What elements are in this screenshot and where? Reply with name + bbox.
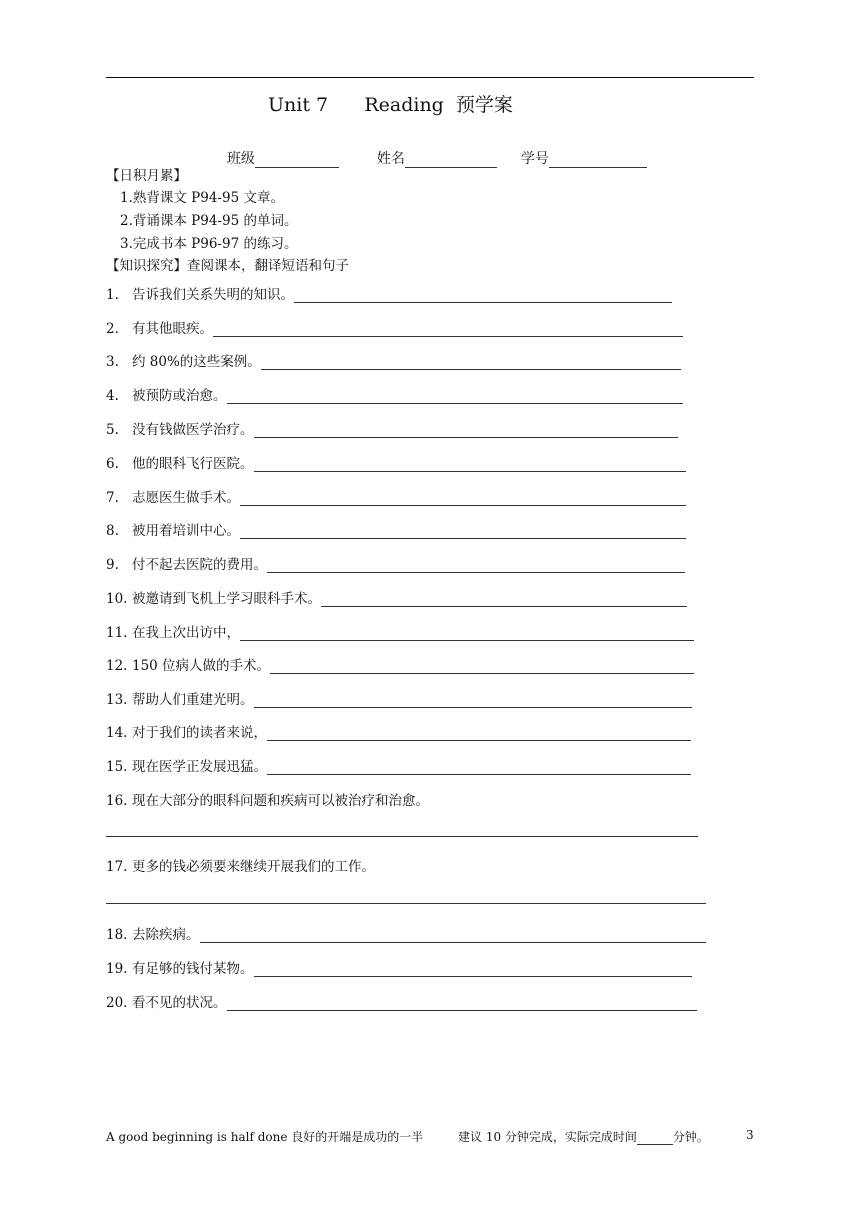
exercise-item — [106, 553, 685, 573]
id-label: 学号 — [520, 151, 549, 167]
exercise-number: 15. — [106, 759, 128, 775]
exercise-number: 13. — [106, 692, 128, 708]
exercise-item — [106, 755, 691, 775]
exercise-prompt: 现在大部分的眼科问题和疾病可以被治疗和治愈。 — [132, 793, 429, 809]
exercise-item — [106, 621, 694, 641]
exercise-number: 12. — [106, 658, 128, 674]
page-number: 3 — [746, 1128, 754, 1142]
answer-line[interactable] — [200, 928, 706, 943]
exercise-item — [106, 418, 678, 438]
exercise-item — [106, 654, 694, 674]
exercise-prompt: 被用着培训中心。 — [132, 523, 240, 539]
exercise-prompt: 去除疾病。 — [132, 927, 200, 943]
answer-line[interactable] — [106, 836, 698, 837]
exercise-number: 4. — [106, 388, 119, 404]
exercise-item — [106, 923, 706, 943]
exercise-number: 10. — [106, 591, 128, 607]
exercise-prompt: 看不见的状况。 — [132, 995, 227, 1011]
answer-line[interactable] — [254, 423, 678, 438]
exercise-number: 8. — [106, 523, 119, 539]
exercise-item — [106, 855, 375, 875]
exercise-number: 11. — [106, 625, 128, 641]
answer-line[interactable] — [254, 693, 692, 708]
exercise-item — [106, 721, 691, 741]
exercise-prompt: 被邀请到飞机上学习眼科手术。 — [132, 591, 321, 607]
exercise-item — [106, 957, 692, 977]
top-rule — [106, 77, 754, 78]
answer-line[interactable] — [261, 355, 681, 370]
exercise-item — [106, 587, 687, 607]
exercise-number: 5. — [106, 422, 119, 438]
exercise-prompt: 他的眼科飞行医院。 — [132, 456, 254, 472]
exercise-number: 18. — [106, 927, 128, 943]
exercise-number: 20. — [106, 995, 128, 1011]
student-info-row — [218, 132, 647, 168]
exercise-number: 6. — [106, 456, 119, 472]
answer-line[interactable] — [321, 592, 687, 607]
exercise-prompt: 志愿医生做手术。 — [132, 490, 240, 506]
exercise-prompt: 帮助人们重建光明。 — [132, 692, 254, 708]
exercise-number: 16. — [106, 793, 128, 809]
time-prefix: 建议 10 分钟完成，实际完成时间 — [458, 1130, 637, 1144]
exercise-item — [106, 789, 429, 809]
exercise-item — [106, 991, 697, 1011]
exercise-number: 9. — [106, 557, 119, 573]
answer-line[interactable] — [267, 760, 691, 775]
exercise-number: 7. — [106, 490, 119, 506]
answer-line[interactable] — [254, 962, 692, 977]
time-suffix: 分钟。 — [672, 1130, 709, 1144]
exercise-item — [106, 519, 686, 539]
answer-line[interactable] — [240, 524, 686, 539]
exercise-item — [106, 384, 683, 404]
exercise-item — [106, 283, 672, 303]
exercise-prompt: 有其他眼疾。 — [132, 321, 213, 337]
exercise-number: 17. — [106, 859, 128, 875]
exercise-item — [106, 317, 683, 337]
exercise-item — [106, 452, 686, 472]
exercise-prompt: 被预防或治愈。 — [132, 388, 227, 404]
answer-line[interactable] — [254, 457, 686, 472]
answer-line[interactable] — [213, 322, 683, 337]
exercise-prompt: 有足够的钱付某物。 — [132, 961, 254, 977]
exercise-number: 3. — [106, 354, 119, 370]
name-label: 姓名 — [376, 151, 405, 167]
exercise-item — [106, 688, 692, 708]
footer-time-note — [458, 1128, 709, 1145]
id-blank[interactable] — [549, 153, 647, 168]
page-title: Unit 7 Reading 预学案 — [268, 94, 513, 116]
answer-line[interactable] — [267, 558, 685, 573]
answer-line[interactable] — [270, 659, 694, 674]
answer-line[interactable] — [240, 626, 694, 641]
exercise-prompt: 没有钱做医学治疗。 — [132, 422, 254, 438]
answer-line[interactable] — [294, 288, 672, 303]
exercise-number: 19. — [106, 961, 128, 977]
exercise-number: 2. — [106, 321, 119, 337]
exercise-prompt: 150 位病人做的手术。 — [132, 658, 271, 674]
exercise-number: 14. — [106, 725, 128, 741]
exercise-prompt: 现在医学正发展迅猛。 — [132, 759, 267, 775]
list-item: 1.熟背课文 P94-95 文章。 — [120, 190, 284, 206]
answer-line[interactable] — [267, 726, 691, 741]
exercise-item — [106, 486, 686, 506]
list-item: 2.背诵课本 P94-95 的单词。 — [120, 213, 298, 229]
answer-line[interactable] — [227, 996, 697, 1011]
list-item: 3.完成书本 P96-97 的练习。 — [120, 236, 298, 252]
exercise-number: 1. — [106, 287, 119, 303]
exercise-prompt: 在我上次出访中， — [132, 625, 240, 641]
exercise-item — [106, 350, 681, 370]
exercise-prompt: 对于我们的读者来说， — [132, 725, 267, 741]
answer-line[interactable] — [240, 491, 686, 506]
class-label: 班级 — [226, 151, 255, 167]
class-blank[interactable] — [255, 153, 339, 168]
exercise-prompt: 约 80%的这些案例。 — [132, 354, 261, 370]
name-blank[interactable] — [405, 153, 497, 168]
footer-motto: A good beginning is half done 良好的开端是成功的一半 — [106, 1130, 424, 1144]
exercise-prompt: 更多的钱必须要来继续开展我们的工作。 — [132, 859, 375, 875]
exercise-prompt: 付不起去医院的费用。 — [132, 557, 267, 573]
answer-line[interactable] — [106, 903, 706, 904]
section-heading-explore: 【知识探究】查阅课本，翻译短语和句子 — [106, 258, 349, 274]
time-blank[interactable] — [637, 1132, 673, 1145]
answer-line[interactable] — [227, 389, 683, 404]
section-heading-accumulate: 【日积月累】 — [106, 168, 187, 184]
exercise-prompt: 告诉我们关系失明的知识。 — [132, 287, 294, 303]
